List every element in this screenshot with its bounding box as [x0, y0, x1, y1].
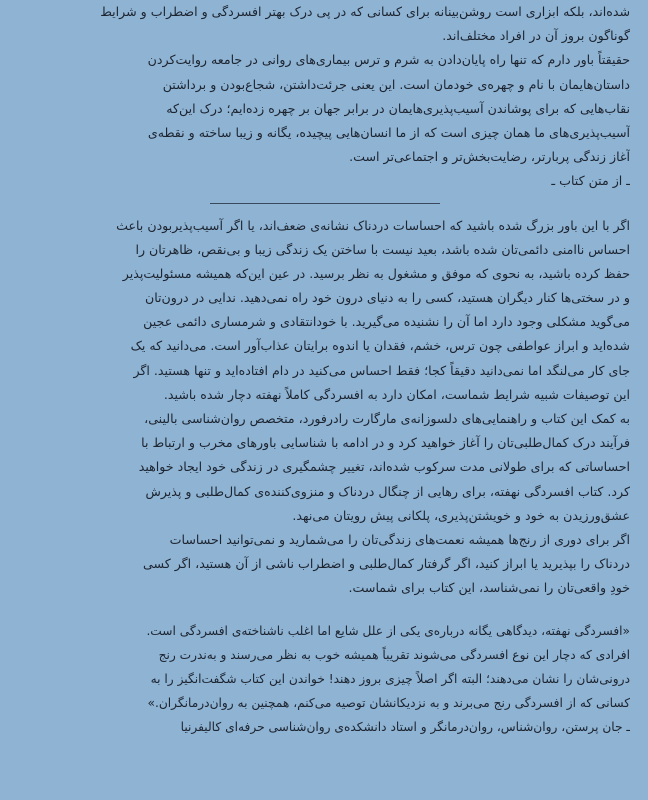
- quote-author: ـ جان پرستن، روان‌شناس، روان‌درمانگر و استاد دانشکده‌ی روان‌شناسی حرفه‌ای کالیفرنیا: [180, 720, 630, 735]
- description-line: و در سختی‌ها کنار دیگران هستید، کسی را به دنیای درون خود راه نمی‌دهید. ندایی در درون‌تان: [144, 290, 630, 306]
- quote-line: افرادی که دچار این نوع افسردگی می‌شوند تقریباً همیشه خوب به نظر می‌رسند و به‌ندرت رنج: [158, 647, 630, 662]
- intro-line: نقاب‌هایی که برای پوشاندن آسیب‌پذیری‌هایمان در برابر جهان بر چهره زده‌ایم؛ درک این‌که: [166, 100, 630, 116]
- intro-line: گوناگون بروز آن در افراد مختلف‌اند.: [442, 28, 630, 44]
- description-line: احساساتی که برای طولانی مدت سرکوب شده‌اند، تغییر چشمگیری در زندگی خود ایجاد خواهید: [138, 459, 630, 475]
- intro-line: آسیب‌پذیری‌های ما همان چیزی است که از ما انسان‌هایی پیچیده، یگانه و زیبا ساخته و نقطه‌ی: [147, 124, 630, 140]
- description-line: دردناک را بپذیرید یا ابراز کنید، اگر گرفتار کمال‌طلبی و اضطراب ناشی از آن هستید، اگر کسی: [142, 556, 630, 572]
- section-divider: [210, 203, 440, 204]
- description-line: شده‌اید و ابراز عواطفی چون ترس، خشم، فقدان یا اندوه برایتان عذاب‌آور است. می‌دانید که یک: [130, 338, 630, 354]
- description-line: اگر با این باور بزرگ شده باشید که احساسات دردناک نشانه‌ی ضعف‌اند، یا اگر آسیب‌پذیربودن باعث: [116, 217, 630, 233]
- excerpt-attribution: ـ از متن کتاب ـ: [551, 173, 630, 189]
- description-line: اگر برای دوری از رنج‌ها همیشه نعمت‌های زندگی‌تان را می‌شمارید و نمی‌توانید احساسات: [169, 531, 630, 547]
- description-line: می‌گوید مشکلی وجود دارد اما آن را نشنیده می‌گیرید. با خودانتقادی و شرمساری دائمی عجین: [143, 314, 630, 330]
- description-line: فرآیند درک کمال‌طلبی‌تان را آغاز خواهید کرد و در ادامه با شناسایی باورهای مخرب و ارتباط با: [141, 435, 630, 451]
- description-line: خودِ واقعی‌تان را نمی‌شناسد، این کتاب برای شماست.: [348, 580, 630, 596]
- description-line: کرد. کتاب افسردگی نهفته، برای رهایی از چنگال دردناک و منزوی‌کننده‌ی کمال‌طلبی و پذیرش: [145, 483, 630, 499]
- description-line: جای کار می‌لنگد اما نمی‌دانید دقیقاً کجا؛ فقط احساس می‌کنید در دام افتاده‌اید و تنها هستید. اگر: [133, 362, 630, 378]
- intro-line: حقیقتاً باور دارم که تنها راه پایان‌دادن به شرم و ترس بیماری‌های روانی در جامعه روایت‌کردن: [147, 52, 630, 68]
- quote-line: درونی‌شان را نشان می‌دهند؛ البته اگر اصلاً چیزی بروز دهند! خواندن این کتاب شگفت‌انگیز را به: [150, 671, 630, 686]
- book-description: [20, 214, 630, 601]
- quote-line: «افسردگی نهفته، دیدگاهی یگانه درباره‌ی یکی از علل شایع اما اغلب ناشناخته‌ی افسردگی است.: [146, 623, 630, 638]
- intro-excerpt: [20, 0, 630, 194]
- intro-line: شده‌اند، بلکه ابزاری است روشن‌بینانه برای کسانی که در پی درک بهتر افسردگی و اضطراب و شرایط: [100, 4, 630, 19]
- description-line: این توصیفات شبیه شرایط شماست، امکان دارد به افسردگی کاملاً نهفته دچار شده باشید.: [163, 386, 630, 402]
- intro-line: داستان‌هایمان با نام و چهره‌ی خودمان است. این یعنی جرئت‌داشتن، شجاع‌بودن و برداشتن: [162, 76, 630, 92]
- description-line: حفظ کرده باشید، به نحوی که موفق و مشغول به نظر برسید. در عین این‌که همیشه مسئولیت‌پذیر: [122, 265, 630, 281]
- description-line: به کمک این کتاب و راهنمایی‌های دلسوزانه‌ی مارگارت رادرفورد، متخصص روان‌شناسی بالینی،: [144, 411, 630, 426]
- description-line: عشق‌ورزیدن به خود و خویشتن‌پذیری، پلکانی پیش رویتان می‌نهد.: [292, 507, 630, 523]
- intro-line: آغاز زندگی پربارتر، رضایت‌بخش‌تر و اجتماعی‌تر است.: [349, 149, 630, 165]
- description-line: احساس ناامنی دائمی‌تان شده باشد، بعید نیست با ساختن یک زندگی زیبا و بی‌نقص، ظاهرتان را: [135, 241, 630, 257]
- quote-line: کسانی که از افسردگی رنج می‌برند و به نزدیکانشان توصیه می‌کنم، همچنین به روان‌درمانگران.»: [147, 696, 630, 711]
- endorsement-quote: [20, 619, 630, 740]
